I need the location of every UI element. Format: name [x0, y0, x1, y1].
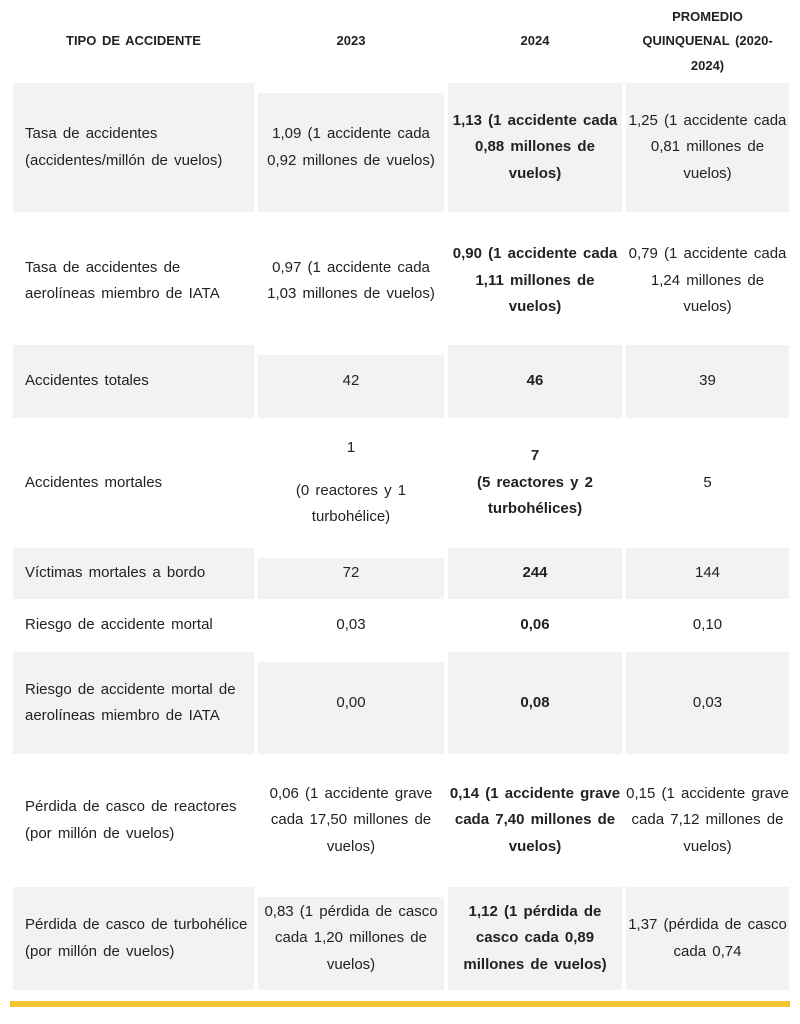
value-2023: 0,83 (1 pérdida de casco cada 1,20 millones de vuelos)	[258, 887, 444, 990]
row-label: Tasa de accidentes de aerolíneas miembro de IATA	[25, 258, 220, 302]
row-label: Accidentes mortales	[25, 473, 163, 491]
value-2024: 1,12 (1 pérdida de casco cada 0,89 millones de vuelos)	[448, 887, 622, 990]
value-2023-breakdown: (0 reactores y 1 turbohélice)	[295, 481, 407, 526]
value-2024: 244	[448, 548, 622, 599]
row-label: Tasa de accidentes (accidentes/millón de vuelos)	[13, 83, 254, 212]
value-2023: 0,06 (1 accidente grave cada 17,50 millones de vuelos)	[269, 784, 433, 855]
value-2023: 0,03	[336, 616, 366, 634]
value-2023: 42	[258, 345, 444, 418]
table-row	[13, 887, 789, 990]
value-average: 0,03	[626, 652, 789, 754]
value-2023: 0,00	[258, 652, 444, 754]
value-average: 0,10	[692, 616, 723, 634]
value-average: 0,15 (1 accidente grave cada 7,12 millones de vuelos)	[626, 784, 789, 855]
table-row	[13, 599, 789, 652]
row-label: Accidentes totales	[13, 345, 254, 418]
value-2024: 0,08	[448, 652, 622, 754]
header-2023: 2023	[336, 33, 366, 49]
table-row	[13, 418, 789, 548]
table-row	[13, 754, 789, 887]
accident-statistics-table	[13, 0, 789, 990]
value-2023	[258, 418, 444, 548]
value-average: 144	[626, 548, 789, 599]
value-average: 1,37 (pérdida de casco cada 0,74	[626, 887, 789, 990]
table-row	[13, 548, 789, 599]
accent-divider	[10, 1001, 790, 1007]
value-2024: 46	[448, 345, 622, 418]
value-average: 1,25 (1 accidente cada 0,81 millones de vuelos)	[626, 83, 789, 212]
value-2023: 72	[258, 548, 444, 599]
table-row	[13, 83, 789, 212]
value-average: 0,79 (1 accidente cada 1,24 millones de vuelos)	[628, 245, 787, 316]
value-average: 5	[703, 473, 712, 491]
table-header	[13, 0, 789, 83]
value-2024: 0,14 (1 accidente grave cada 7,40 millones de vuelos)	[449, 784, 621, 855]
value-2023-count: 1	[346, 439, 356, 457]
value-2023: 1,09 (1 accidente cada 0,92 millones de vuelos)	[258, 83, 444, 212]
table-row	[13, 217, 789, 345]
value-2023: 0,97 (1 accidente cada 1,03 millones de vuelos)	[267, 258, 435, 302]
header-five-year-average: PROMEDIO QUINQUENAL (2020-2024)	[642, 8, 773, 73]
table-row	[13, 345, 789, 418]
value-average: 39	[626, 345, 789, 418]
value-2024: 0,06	[520, 616, 550, 634]
value-2024: 0,90 (1 accidente cada 1,11 millones de vuelos)	[452, 245, 618, 316]
row-label: Pérdida de casco de reactores (por millón de vuelos)	[25, 798, 237, 842]
row-label: Riesgo de accidente mortal	[25, 616, 213, 634]
value-2024: 1,13 (1 accidente cada 0,88 millones de vuelos)	[448, 83, 622, 212]
row-label: Pérdida de casco de turbohélice (por millón de vuelos)	[13, 887, 254, 990]
value-2024	[448, 418, 622, 548]
table-row	[13, 652, 789, 754]
header-accident-type: TIPO DE ACCIDENTE	[66, 33, 201, 49]
value-2024-breakdown: (5 reactores y 2 turbohélices)	[476, 473, 594, 518]
row-label: Riesgo de accidente mortal de aerolíneas miembro de IATA	[13, 652, 254, 754]
header-2024: 2024	[520, 33, 550, 49]
row-label: Víctimas mortales a bordo	[13, 548, 254, 599]
value-2024-count: 7	[530, 447, 540, 465]
